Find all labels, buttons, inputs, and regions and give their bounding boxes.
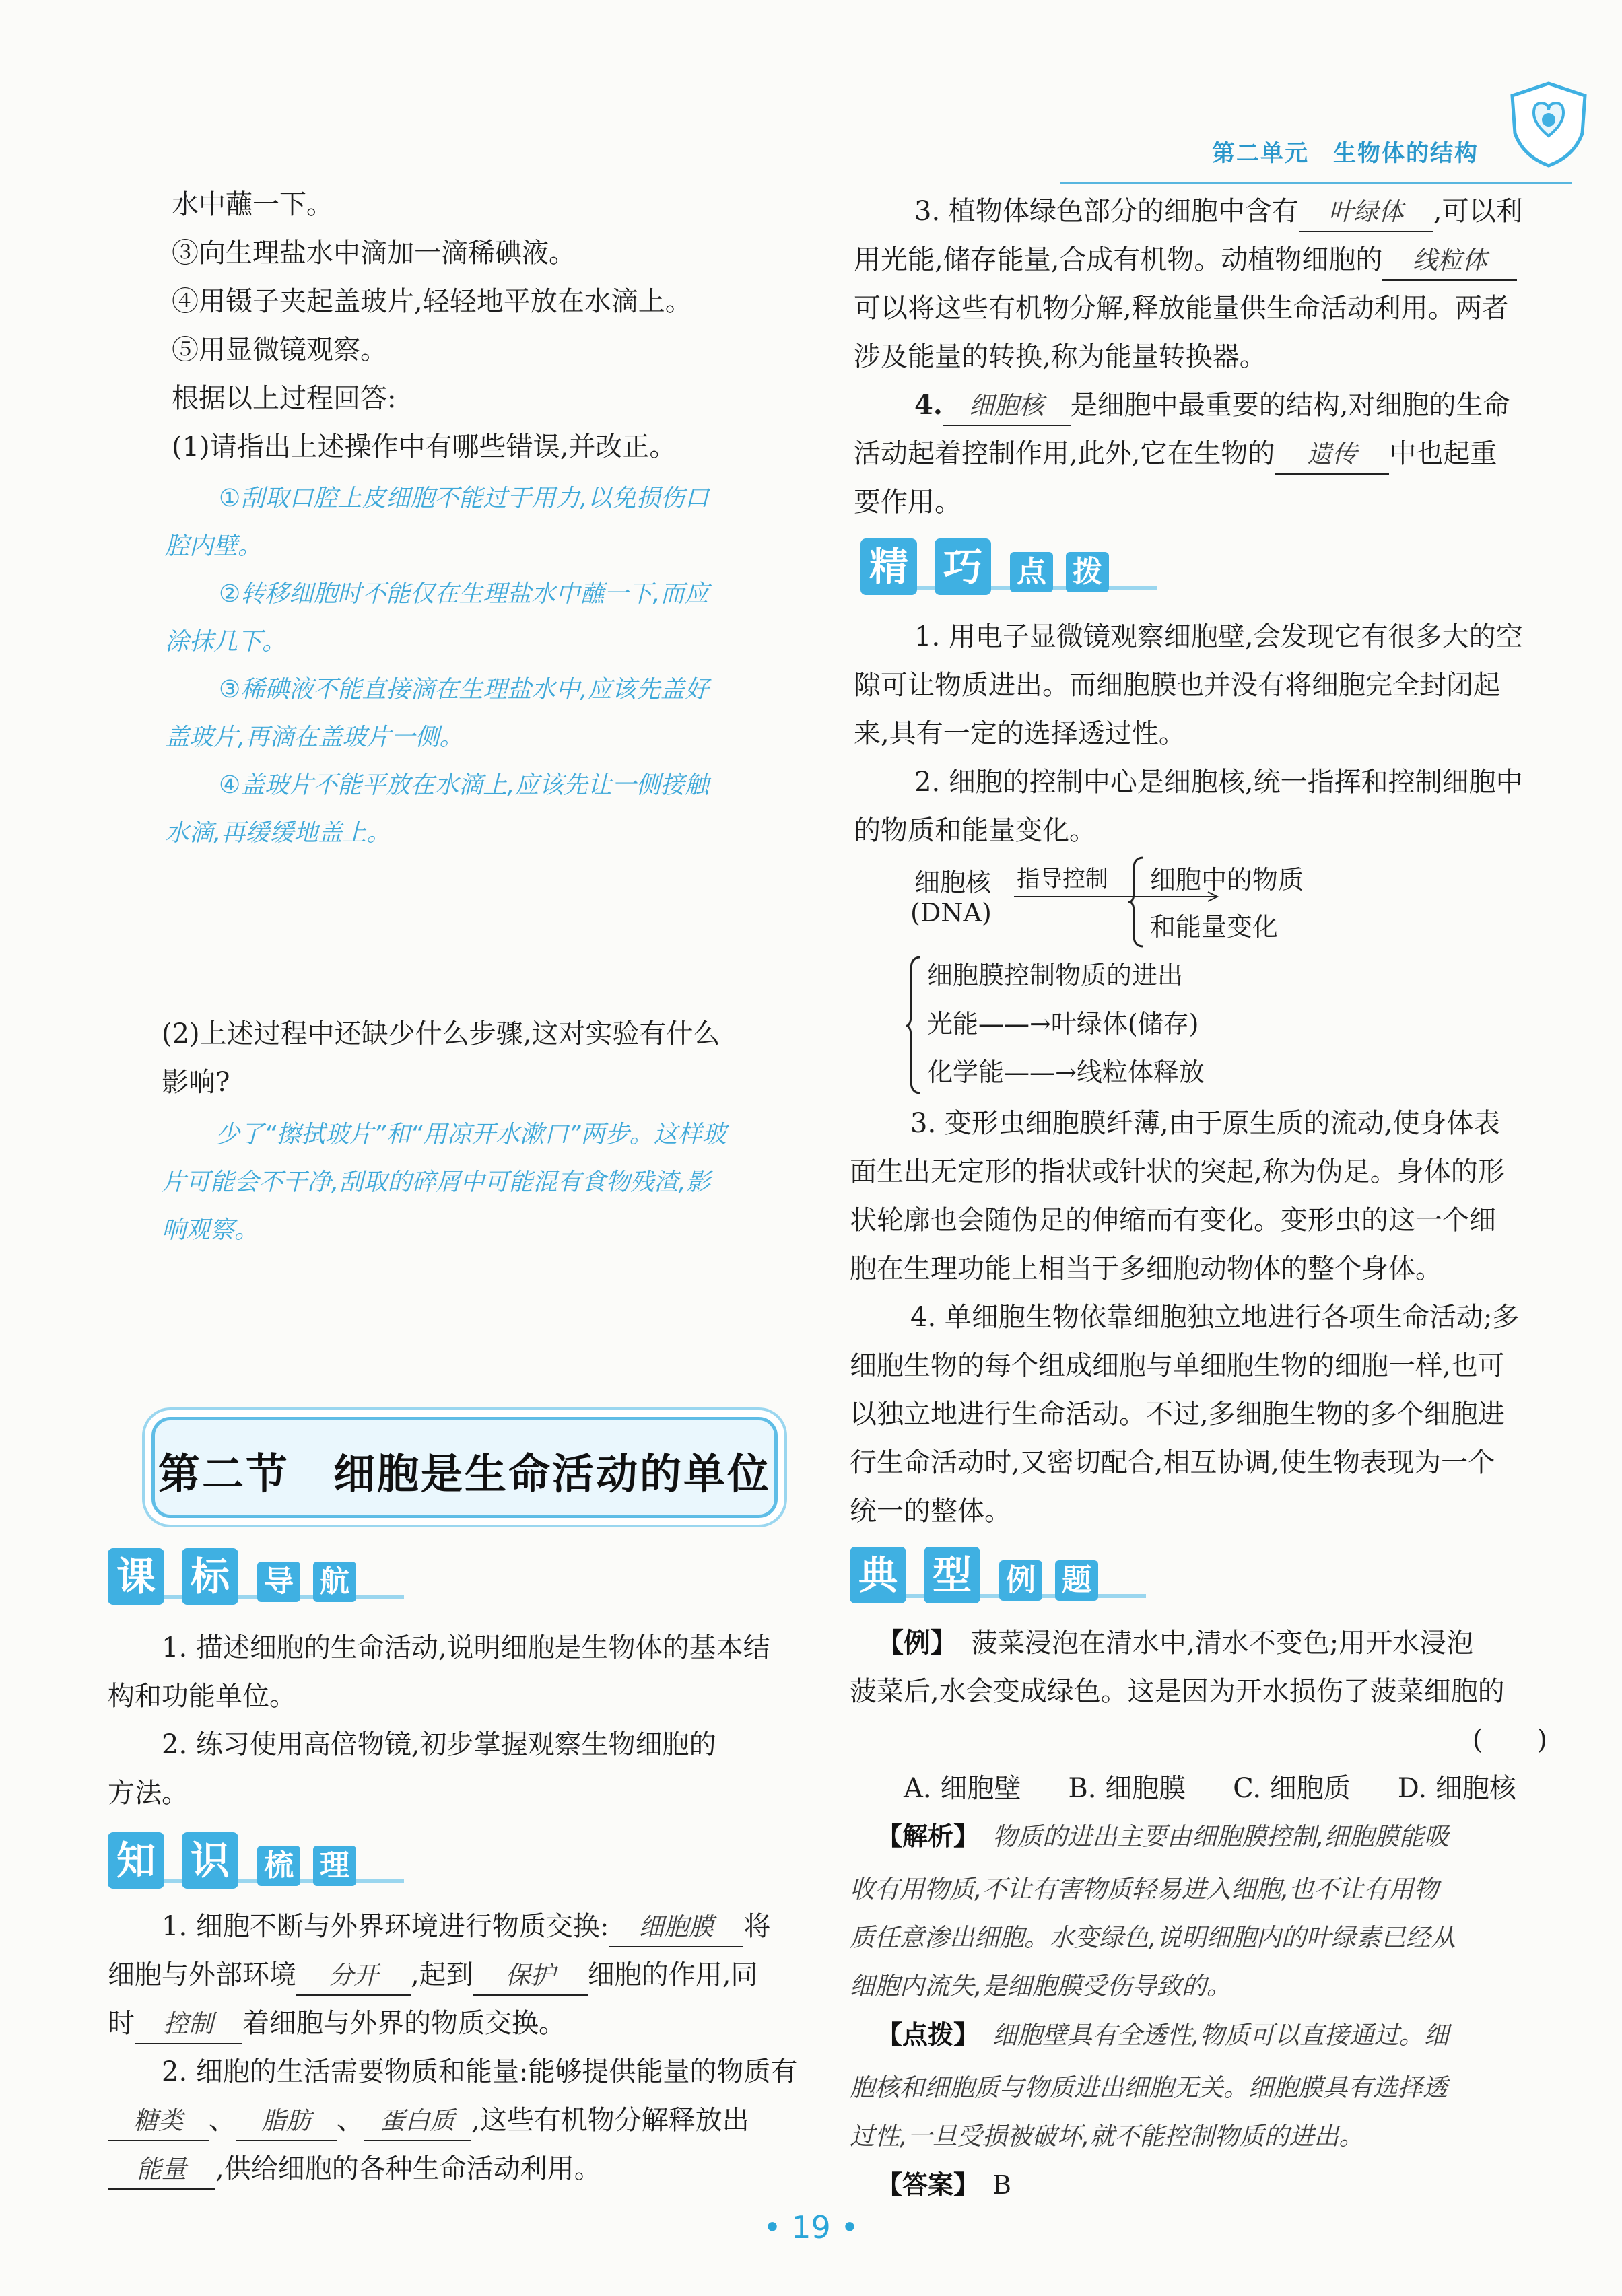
tip-line: 面生出无定形的指状或针状的突起,称为伪足。身体的形 — [850, 1156, 1505, 1187]
options-row — [850, 1764, 1567, 1813]
fill-blank: 细胞核 — [943, 387, 1071, 426]
answer-line: 腔内壁。 — [165, 532, 263, 560]
tip-line: 细胞生物的每个组成细胞与单细胞生物的细胞一样,也可 — [850, 1350, 1505, 1381]
header-char: 梳 — [257, 1846, 300, 1886]
intro-line: 根据以上过程回答: — [172, 383, 397, 414]
step-line: ④用镊子夹起盖玻片,轻轻地平放在水滴上。 — [172, 286, 692, 317]
header-char: 航 — [313, 1562, 356, 1602]
analysis-line: 收有用物质,不让有害物质轻易进入细胞,也不让有用物 — [850, 1875, 1439, 1904]
fill-blank: 保护 — [473, 1957, 588, 1996]
section-title-box — [151, 1417, 778, 1518]
answer-line: 盖玻片,再滴在盖玻片一侧。 — [165, 724, 464, 751]
option-c: C. 细胞质 — [1233, 1773, 1351, 1804]
diagram-line: 细胞膜控制物质的进出 — [927, 961, 1184, 990]
header-char: 标 — [182, 1548, 238, 1605]
knowledge-line: 1. 细胞不断与外界环境进行物质交换: 细胞膜 将 — [108, 1902, 808, 1951]
diagram-label: (DNA) — [910, 898, 992, 928]
answer-line: ①刮取口腔上皮细胞不能过于用力,以免损伤口 — [219, 485, 709, 512]
answer-line: ④盖玻片不能平放在水滴上,应该先让一侧接触 — [219, 771, 709, 799]
tip-detail-line: 胞核和细胞质与物质进出细胞无关。细胞膜具有选择透 — [850, 2073, 1448, 2102]
unit-header: 第二单元 生物体的结构 — [1212, 140, 1479, 167]
header-char: 理 — [313, 1846, 356, 1886]
tip-line: 以独立地进行生命活动。不过,多细胞生物的多个细胞进 — [850, 1399, 1505, 1430]
header-char: 巧 — [935, 538, 991, 595]
header-rule — [1060, 182, 1572, 184]
fill-blank: 线粒体 — [1382, 242, 1517, 281]
answer-parentheses: ( ) — [1472, 1725, 1547, 1755]
option-d: D. 细胞核 — [1397, 1773, 1516, 1804]
brace-icon — [906, 954, 923, 1096]
answer-line: 水滴,再缓缓地盖上。 — [165, 819, 391, 847]
tip-line: 胞在生理功能上相当于多细胞动物体的整个身体。 — [850, 1253, 1442, 1284]
fill-blank: 蛋白质 — [364, 2102, 471, 2141]
knowledge-line: 3. 植物体绿色部分的细胞中含有 叶绿体 ,可以利 — [854, 187, 1567, 236]
question-1: (1)请指出上述操作中有哪些错误,并改正。 — [172, 431, 677, 462]
fill-blank: 叶绿体 — [1299, 193, 1433, 232]
answer-line: 片可能会不干净,刮取的碎屑中可能混有食物残渣,影 — [162, 1169, 710, 1196]
header-char: 课 — [108, 1548, 164, 1605]
knowledge-line: 可以将这些有机物分解,释放能量供生命活动利用。两者 — [854, 293, 1509, 324]
example-question-cont: 菠菜后,水会变成绿色。这是因为开水损伤了菠菜细胞的 — [850, 1676, 1505, 1707]
header-char: 识 — [182, 1832, 238, 1889]
knowledge-line: 4. 细胞核 是细胞中最重要的结构,对细胞的生命 — [854, 381, 1567, 429]
tip-line: 行生命活动时,又密切配合,相互协调,使生物表现为一个 — [850, 1447, 1495, 1478]
analysis-line: 细胞内流失,是细胞膜受伤导致的。 — [850, 1972, 1231, 2001]
page-number: • 19 • — [763, 2209, 859, 2246]
knowledge-line: 能量 ,供给细胞的各种生命活动利用。 — [108, 2145, 808, 2193]
curriculum-item-cont: 构和功能单位。 — [108, 1681, 296, 1712]
answer-line: 少了“擦拭玻片”和“用凉开水漱口”两步。这样玻 — [215, 1121, 726, 1148]
diagram-line: 光能——→叶绿体(储存) — [927, 1009, 1199, 1039]
tip-line: 3. 变形虫细胞膜纤薄,由于原生质的流动,使身体表 — [910, 1108, 1501, 1139]
header-char: 题 — [1055, 1560, 1098, 1601]
knowledge-line: 2. 细胞的生活需要物质和能量:能够提供能量的物质有 — [162, 2056, 798, 2087]
fill-blank: 控制 — [135, 2005, 242, 2044]
block-header-curriculum — [108, 1548, 404, 1615]
tip-line: 状轮廓也会随伪足的伸缩而有变化。变形虫的这一个细 — [850, 1205, 1496, 1236]
diagram-label: 细胞核 — [914, 868, 992, 897]
analysis-line: 质任意渗出细胞。水变绿色,说明细胞内的叶绿素已经从 — [850, 1923, 1456, 1952]
diagram-label: 细胞中的物质 — [1150, 865, 1304, 895]
question-2-cont: 影响? — [162, 1067, 230, 1098]
tip-line: 2. 细胞的控制中心是细胞核,统一指挥和控制细胞中 — [914, 767, 1523, 798]
section-title: 第二节 细胞是生命活动的单位 — [158, 1449, 771, 1498]
knowledge-line: 时 控制 着细胞与外界的物质交换。 — [108, 1999, 808, 2048]
tip-line: 4. 单细胞生物依靠细胞独立地进行各项生命活动;多 — [910, 1302, 1520, 1333]
header-char: 典 — [850, 1547, 906, 1603]
curriculum-item: 1. 描述细胞的生命活动,说明细胞是生物体的基本结 — [162, 1632, 770, 1663]
header-char: 点 — [1010, 552, 1053, 592]
knowledge-line: 要作用。 — [854, 487, 961, 518]
tip-line: 隙可让物质进出。而细胞膜也并没有将细胞完全封闭起 — [854, 670, 1500, 701]
fill-blank: 分开 — [296, 1957, 411, 1996]
step-line: ⑤用显微镜观察。 — [172, 335, 387, 366]
option-b: B. 细胞膜 — [1068, 1773, 1186, 1804]
knowledge-line: 细胞与外部环境 分开 ,起到 保护 细胞的作用,同 — [108, 1951, 808, 1999]
header-char: 精 — [860, 538, 917, 595]
brace-icon — [1128, 855, 1146, 949]
option-a: A. 细胞壁 — [904, 1773, 1021, 1804]
answer-line: ②转移细胞时不能仅在生理盐水中蘸一下,而应 — [219, 580, 709, 608]
step-line: ③向生理盐水中滴加一滴稀碘液。 — [172, 238, 576, 269]
analysis-line: 【解析】 物质的进出主要由细胞膜控制,细胞膜能吸 — [877, 1821, 1449, 1851]
knowledge-line: 用光能,储存能量,合成有机物。动植物细胞的 线粒体 — [854, 236, 1567, 284]
answer-line: 响观察。 — [162, 1216, 259, 1244]
example-question: 【例】 菠菜浸泡在清水中,清水不变色;用开水浸泡 — [877, 1627, 1474, 1659]
block-header-tips — [860, 538, 1157, 606]
fill-blank: 细胞膜 — [609, 1908, 743, 1947]
header-char: 型 — [924, 1547, 980, 1603]
tip-detail-line: 【点拨】 细胞壁具有全透性,物质可以直接通过。细 — [877, 2019, 1449, 2050]
curriculum-item: 2. 练习使用高倍物镜,初步掌握观察生物细胞的 — [162, 1729, 716, 1760]
tip-detail-line: 过性,一旦受损被破坏,就不能控制物质的进出。 — [850, 2122, 1364, 2151]
curriculum-item-cont: 方法。 — [108, 1778, 189, 1809]
header-char: 例 — [999, 1560, 1042, 1601]
knowledge-line: 涉及能量的转换,称为能量转换器。 — [854, 341, 1266, 372]
fill-blank: 糖类 — [108, 2102, 209, 2141]
tip-line: 的物质和能量变化。 — [854, 815, 1096, 846]
header-char: 拨 — [1066, 552, 1109, 592]
tip-line: 1. 用电子显微镜观察细胞壁,会发现它有很多大的空 — [914, 621, 1523, 652]
tip-line: 统一的整体。 — [850, 1496, 1011, 1527]
question-2: (2)上述过程中还缺少什么步骤,这对实验有什么 — [162, 1018, 720, 1049]
nucleus-control-diagram — [910, 855, 1386, 949]
answer-line: ③稀碘液不能直接滴在生理盐水中,应该先盖好 — [219, 676, 709, 703]
fill-blank: 能量 — [108, 2151, 215, 2190]
tip-line: 来,具有一定的选择透过性。 — [854, 718, 1186, 749]
step-line: 水中蘸一下。 — [172, 189, 333, 220]
header-char: 知 — [108, 1832, 164, 1889]
block-header-examples — [850, 1547, 1146, 1614]
answer-line: 【答案】 B — [877, 2169, 1011, 2200]
fill-blank: 脂肪 — [236, 2102, 337, 2141]
energy-diagram — [906, 949, 1343, 1097]
shield-logo-icon — [1507, 81, 1590, 168]
fill-blank: 遗传 — [1275, 436, 1389, 475]
block-header-knowledge — [108, 1832, 404, 1900]
knowledge-line: 活动起着控制作用,此外,它在生物的 遗传 中也起重 — [854, 429, 1567, 478]
diagram-line: 化学能——→线粒体释放 — [927, 1057, 1205, 1087]
answer-line: 涂抹几下。 — [165, 628, 287, 656]
header-char: 导 — [257, 1562, 300, 1602]
diagram-label: 和能量变化 — [1150, 912, 1279, 942]
knowledge-line: 糖类 、 脂肪 、 蛋白质 ,这些有机物分解释放出 — [108, 2096, 808, 2145]
arrow-label: 指导控制 — [1017, 866, 1108, 893]
